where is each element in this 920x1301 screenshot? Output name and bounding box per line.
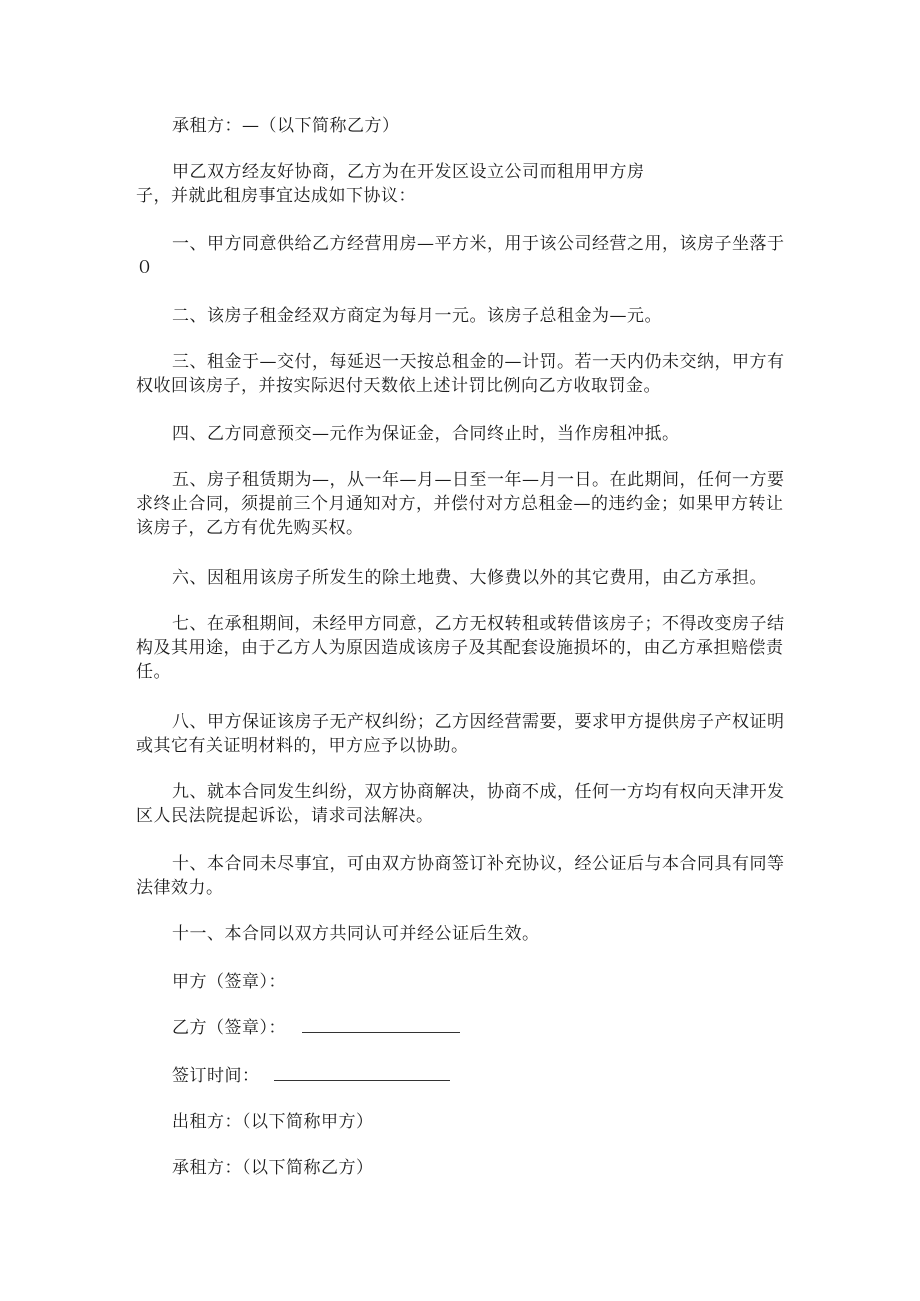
sign-date-line	[172, 1064, 450, 1088]
clause-3: 三、租金于—交付，每延迟一天按总租金的—计罚。若一天内仍未交纳，甲方有权收回该房子，并按实际迟付天数依上述计罚比例向乙方收取罚金。	[136, 352, 785, 396]
party-b-signature-label: 乙方（签章）：	[172, 1018, 286, 1038]
sign-date-blank	[274, 1064, 450, 1081]
sign-date-label: 签订时间：	[172, 1066, 260, 1086]
clause-10: 十、本合同未尽事宜，可由双方协商签订补充协议，经公证后与本合同具有同等法律效力。	[136, 854, 785, 898]
party-a-signature-label: 甲方（签章）：	[172, 972, 286, 992]
clause-1: 一、甲方同意供给乙方经营用房—平方米，用于该公司经营之用，该房子坐落于０	[136, 234, 785, 278]
clause-4: 四、乙方同意预交—元作为保证金，合同终止时，当作房租冲抵。	[172, 424, 680, 444]
lessee-line: 承租方：（以下简称乙方）	[172, 1158, 374, 1178]
lessor-line: 出租方：（以下简称甲方）	[172, 1112, 374, 1132]
lessee-heading: 承租方：—（以下简称乙方）	[172, 116, 400, 136]
clause-2: 二、该房子租金经双方商定为每月一元。该房子总租金为—元。	[172, 306, 662, 326]
clause-5: 五、房子租赁期为—，从一年—月—日至一年—月一日。在此期间，任何一方要求终止合同，须提前三个月通知对方，并偿付对方总租金—的违约金；如果甲方转让该房子，乙方有优先购买权。	[136, 470, 785, 538]
party-b-signature-line	[172, 1016, 460, 1040]
clause-7: 七、在承租期间，未经甲方同意，乙方无权转租或转借该房子；不得改变房子结构及其用途，由于乙方人为原因造成该房子及其配套设施损坏的，由乙方承担赔偿责任。	[136, 614, 785, 682]
clause-6: 六、因租用该房子所发生的除土地费、大修费以外的其它费用，由乙方承担。	[172, 568, 767, 588]
clause-8: 八、甲方保证该房子无产权纠纷；乙方因经营需要，要求甲方提供房子产权证明或其它有关证明材料的，甲方应予以协助。	[136, 712, 785, 756]
intro-paragraph: 甲乙双方经友好协商，乙方为在开发区设立公司而租用甲方房子，并就此租房事宜达成如下协议：	[136, 162, 645, 206]
party-b-signature-blank	[302, 1016, 460, 1033]
clause-9: 九、就本合同发生纠纷，双方协商解决，协商不成，任何一方均有权向天津开发区人民法院提起诉讼，请求司法解决。	[136, 782, 785, 826]
clause-11: 十一、本合同以双方共同认可并经公证后生效。	[172, 924, 540, 944]
party-a-signature-line	[172, 970, 286, 994]
